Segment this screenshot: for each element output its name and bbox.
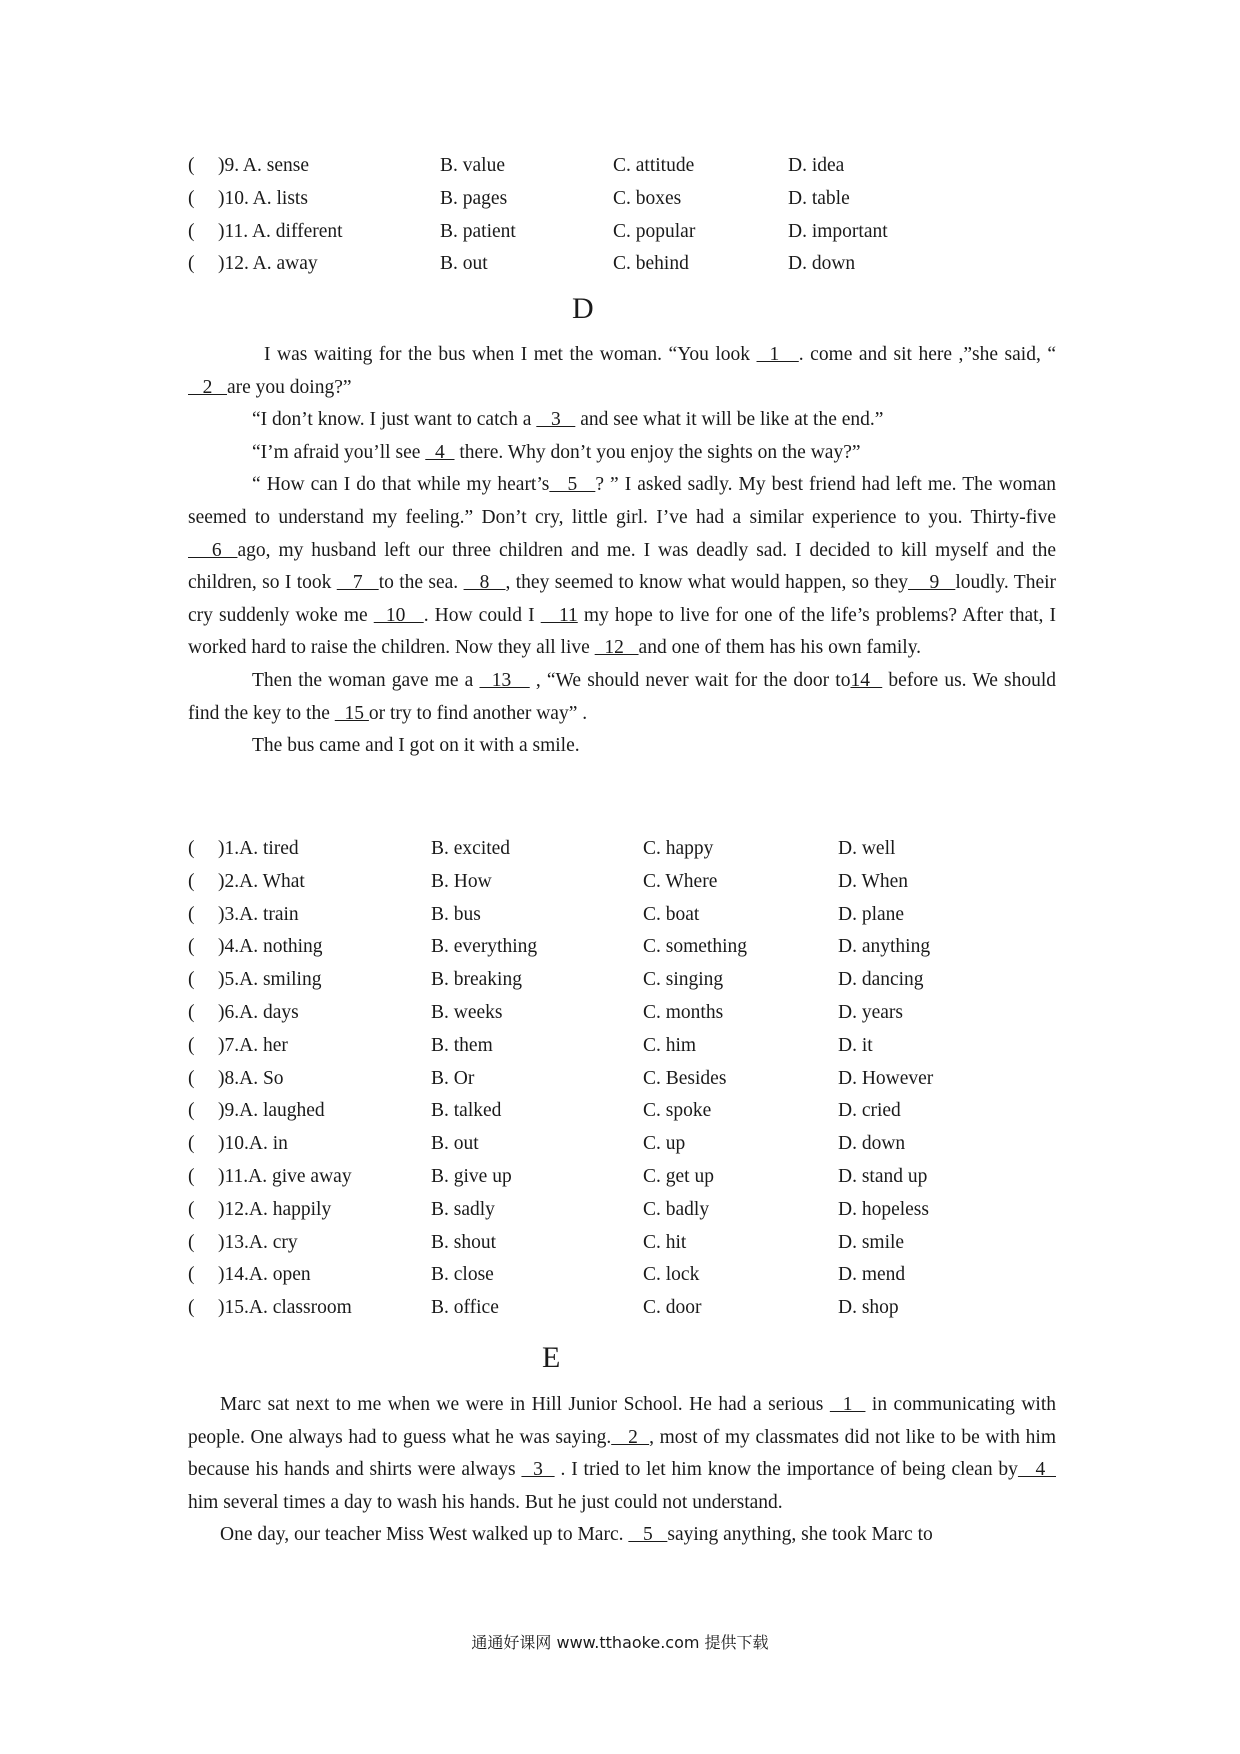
option-b: B. sadly (431, 1198, 495, 1220)
option-a: )6.A. days (218, 1002, 299, 1023)
option-b: B. them (431, 1034, 493, 1056)
option-d: D. cried (838, 1100, 901, 1122)
option-paren[interactable]: ( (188, 1100, 195, 1122)
option-paren[interactable]: ( (188, 1067, 195, 1089)
option-b: B. shout (431, 1231, 497, 1253)
option-d: D. plane (838, 903, 905, 925)
option-c: C. hit (643, 1231, 687, 1253)
option-c: C. happy (643, 838, 714, 859)
blank-2[interactable]: 2 (188, 376, 227, 398)
option-a: )5.A. smiling (218, 969, 322, 991)
option-b: B. weeks (431, 1002, 503, 1023)
option-d: D. it (838, 1034, 873, 1056)
option-c: C. months (643, 1002, 724, 1023)
option-d: D. shop (838, 1297, 899, 1319)
option-c: C. lock (643, 1264, 700, 1286)
option-paren[interactable]: ( (188, 838, 195, 859)
passage-paragraph: Then the woman gave me a 13 , “We should never wait for the door to14 before us. We should find the key to the 15 or try to find another way” . (188, 669, 1057, 724)
option-c: C. something (643, 936, 748, 958)
option-c: C. attitude (613, 155, 695, 176)
option-b: B. talked (431, 1100, 502, 1122)
option-d: D. important (788, 220, 888, 242)
option-b: B. breaking (431, 969, 522, 991)
option-d: D. idea (788, 155, 845, 176)
blank-7[interactable]: 7 (336, 572, 379, 594)
option-c: C. singing (643, 969, 724, 991)
passage-paragraph: “I don’t know. I just want to catch a 3 and see what it will be like at the end.” (252, 409, 884, 431)
option-c: C. popular (613, 220, 696, 242)
option-d: D. well (838, 838, 896, 859)
option-a: )9.A. laughed (218, 1100, 325, 1122)
option-c: C. Besides (643, 1067, 727, 1089)
option-c: C. spoke (643, 1100, 712, 1122)
option-paren[interactable]: ( (188, 1133, 195, 1155)
option-a: )10.A. in (218, 1133, 288, 1155)
passage-paragraph: Marc sat next to me when we were in Hill Junior School. He had a serious 1 in communicating with people. One always had to guess what he was saying. 2 , most of my classmates did not like to be with him because his hands and shirts were always 3 . I tried to let him know the importance of being clean by 4 him several times a day to wash his hands. But he just could not understand. (188, 1394, 1056, 1513)
option-c: C. door (643, 1297, 702, 1319)
option-b: B. How (431, 870, 492, 892)
option-a: )2.A. What (218, 870, 305, 892)
option-a: )11.A. give away (218, 1166, 352, 1187)
blank-5[interactable]: 5 (549, 474, 596, 496)
blank-1[interactable]: 1 (829, 1394, 866, 1415)
blank-1[interactable]: 1 (756, 344, 799, 365)
option-paren[interactable]: ( (188, 1297, 195, 1319)
option-d: D. anything (838, 936, 931, 958)
option-c: C. get up (643, 1166, 714, 1187)
section-e-passage (188, 1389, 1056, 1552)
option-d: D. smile (838, 1231, 905, 1253)
option-a: )13.A. cry (218, 1231, 298, 1253)
option-a: )8.A. So (218, 1067, 284, 1089)
option-paren[interactable]: ( (188, 903, 195, 925)
option-a: )9. A. sense (218, 155, 309, 176)
option-paren[interactable]: ( (188, 936, 195, 958)
option-b: B. out (431, 1133, 479, 1155)
option-b: B. bus (431, 903, 481, 925)
option-d: D. mend (838, 1264, 906, 1286)
page-footer: 通通好课网 www.tthaoke.com 提供下载 (471, 1633, 769, 1652)
option-a: )4.A. nothing (218, 936, 323, 958)
blank-3[interactable]: 3 (521, 1459, 555, 1481)
option-d: D. When (838, 870, 909, 892)
blank-12[interactable]: 12 (594, 637, 639, 659)
option-a: )1.A. tired (218, 838, 299, 859)
option-paren[interactable]: ( (188, 1034, 195, 1056)
option-paren[interactable]: ( (188, 1264, 195, 1286)
option-b: B. everything (431, 936, 538, 958)
passage-paragraph: “I’m afraid you’ll see 4 there. Why don’t you enjoy the sights on the way?” (252, 441, 861, 463)
option-b: B. Or (431, 1067, 475, 1089)
blank-15[interactable]: 15 (334, 702, 369, 724)
section-d-passage (188, 339, 1056, 763)
option-b: B. value (440, 155, 505, 176)
option-c: C. behind (613, 253, 689, 275)
blank-11[interactable]: 11 (540, 604, 578, 626)
option-a: )3.A. train (218, 903, 299, 925)
option-d: D. hopeless (838, 1198, 929, 1220)
option-a: )12.A. happily (218, 1198, 332, 1220)
option-d: D. dancing (838, 969, 924, 991)
passage-paragraph: “ How can I do that while my heart’s 5 ? ” I asked sadly. My best friend had left me. The woman seemed to understand my feeling.” Don’t cry, little girl. I’ve had a similar experience to you. Thirty-five 6 ago, my husband left our three children and me. I was deadly sad. I decided to kill myself and the children, so I took 7 to the sea. 8 , they seemed to know what would happen, so they 9 loudly. Their cry suddenly woke me 10 . How could I 11 my hope to live for one of the life’s problems? After that, I worked hard to raise the children. Now they all live 12 and one of them has his own family. (188, 474, 1057, 659)
option-d: D. stand up (838, 1166, 928, 1187)
blank-4[interactable]: 4 (1017, 1459, 1056, 1481)
option-d: D. down (788, 253, 856, 275)
option-c: C. boat (643, 903, 700, 925)
option-c: C. up (643, 1133, 686, 1155)
option-b: B. close (431, 1264, 494, 1286)
option-a: )12. A. away (218, 253, 318, 275)
blank-14[interactable]: 14 (850, 669, 883, 691)
section-e-heading: E (542, 1341, 561, 1374)
blank-5[interactable]: 5 (628, 1524, 668, 1546)
blank-10[interactable]: 10 (373, 604, 424, 626)
option-c: C. Where (643, 870, 718, 892)
option-paren[interactable]: ( (188, 253, 195, 275)
blank-3[interactable]: 3 (536, 409, 576, 431)
option-a: )15.A. classroom (218, 1297, 352, 1319)
blank-4[interactable]: 4 (425, 441, 455, 463)
option-b: B. out (440, 253, 488, 275)
option-paren[interactable]: ( (188, 187, 195, 209)
passage-paragraph: I was waiting for the bus when I met the woman. “You look 1 . come and sit here ,”she said, “ 2 are you doing?” (188, 344, 1056, 398)
passage-paragraph: The bus came and I got on it with a smile. (252, 735, 580, 757)
option-paren[interactable]: ( (188, 1198, 195, 1220)
blank-6[interactable]: 6 (188, 539, 238, 561)
passage-paragraph: One day, our teacher Miss West walked up to Marc. 5 saying anything, she took Marc to (220, 1524, 933, 1546)
section-d-heading: D (572, 292, 594, 325)
option-paren[interactable]: ( (188, 220, 195, 242)
option-paren[interactable]: ( (188, 1231, 195, 1253)
blank-8[interactable]: 8 (463, 572, 506, 594)
blank-9[interactable]: 9 (908, 572, 956, 594)
option-d: D. down (838, 1133, 906, 1155)
option-b: B. pages (440, 187, 508, 209)
option-paren[interactable]: ( (188, 1166, 195, 1187)
option-a: )10. A. lists (218, 187, 308, 209)
option-paren[interactable]: ( (188, 155, 195, 176)
option-b: B. office (431, 1297, 499, 1319)
option-paren[interactable]: ( (188, 870, 195, 892)
option-b: B. patient (440, 220, 516, 242)
option-c: C. badly (643, 1198, 710, 1220)
option-a: )11. A. different (218, 220, 343, 242)
blank-13[interactable]: 13 (479, 669, 530, 691)
blank-2[interactable]: 2 (611, 1426, 650, 1448)
option-a: )14.A. open (218, 1264, 311, 1286)
option-d: D. However (838, 1067, 934, 1089)
option-b: B. excited (431, 838, 511, 859)
option-d: D. table (788, 187, 850, 209)
option-b: B. give up (431, 1166, 512, 1187)
option-c: C. him (643, 1034, 697, 1056)
option-a: )7.A. her (218, 1034, 288, 1056)
option-d: D. years (838, 1002, 903, 1023)
option-paren[interactable]: ( (188, 1002, 195, 1023)
option-paren[interactable]: ( (188, 969, 195, 991)
option-c: C. boxes (613, 187, 682, 209)
